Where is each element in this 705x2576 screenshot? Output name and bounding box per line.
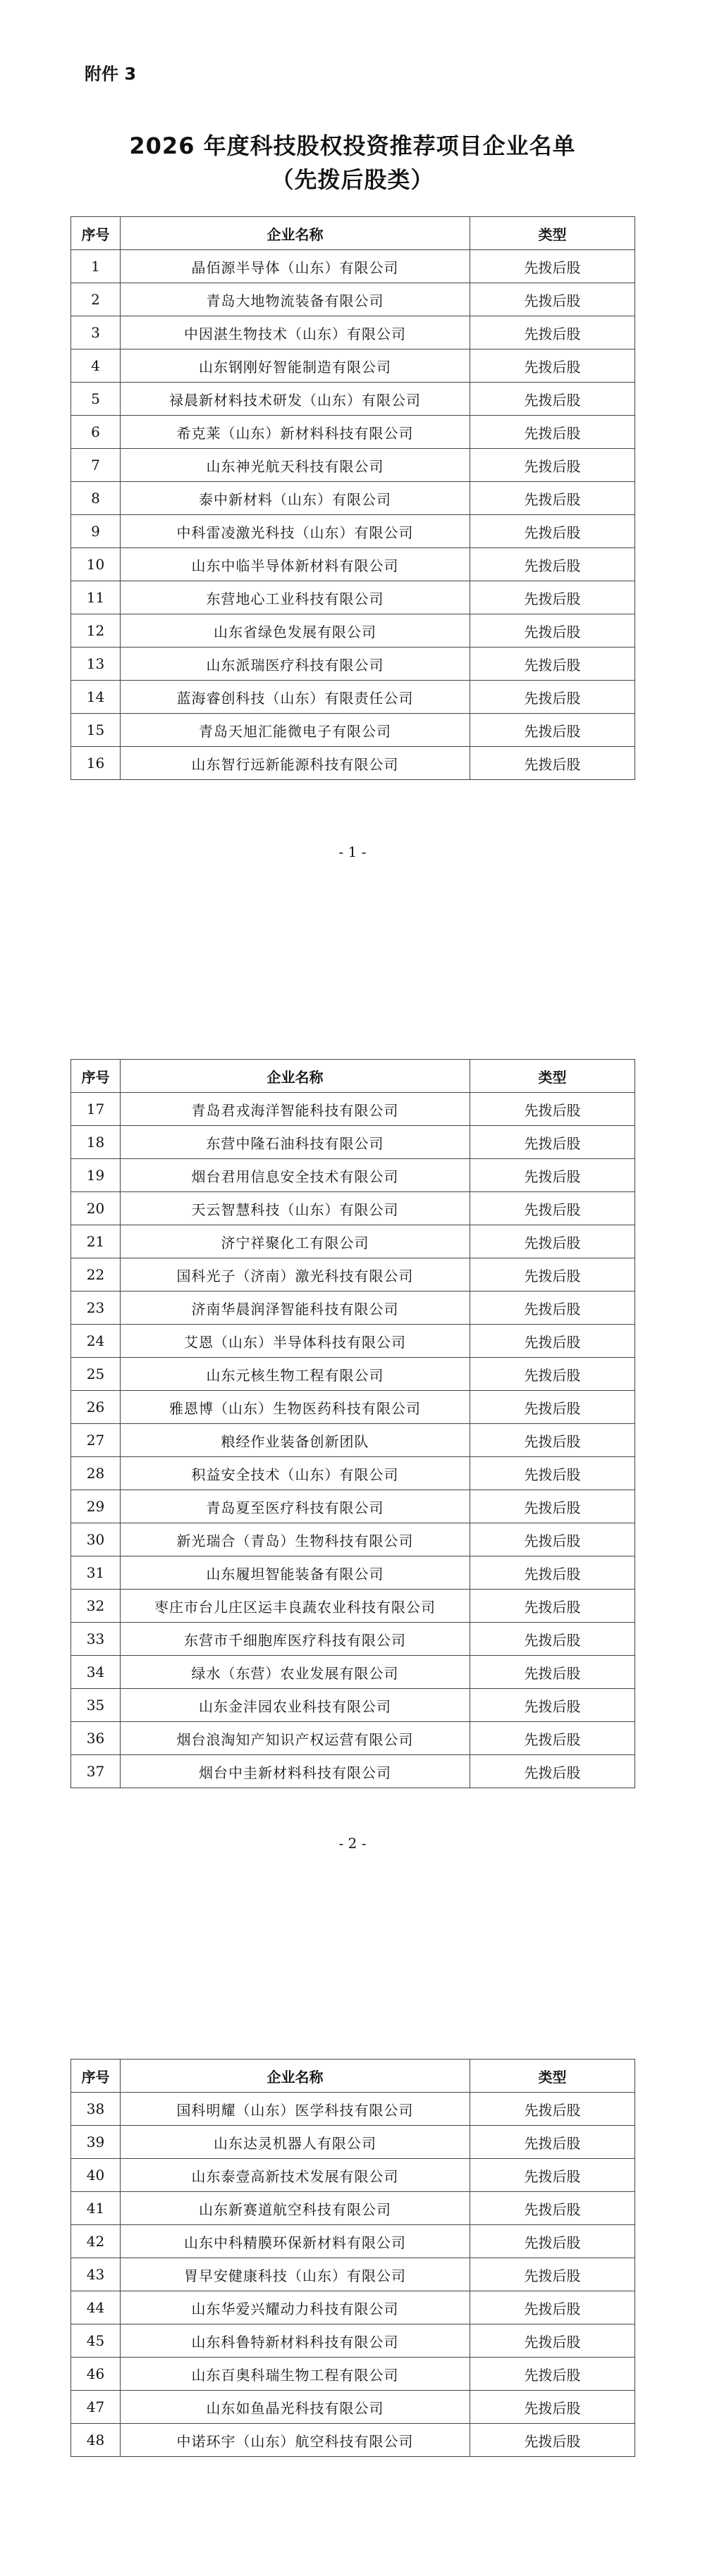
table-row — [71, 614, 635, 648]
table-row — [71, 482, 635, 515]
table-row — [71, 648, 635, 681]
header-no: 序号 — [71, 2060, 121, 2093]
row-number: 34 — [71, 1656, 121, 1689]
row-number: 30 — [71, 1523, 121, 1556]
company-type: 先拨后股 — [470, 714, 635, 747]
row-number: 8 — [71, 482, 121, 515]
company-name: 山东泰壹高新技术发展有限公司 — [121, 2159, 470, 2192]
company-name: 山东新赛道航空科技有限公司 — [121, 2192, 470, 2225]
company-type: 先拨后股 — [470, 1391, 635, 1424]
company-type: 先拨后股 — [470, 1590, 635, 1623]
row-number: 35 — [71, 1689, 121, 1722]
company-name: 新光瑞合（青岛）生物科技有限公司 — [121, 1523, 470, 1556]
table-row — [71, 548, 635, 581]
table-row — [71, 2424, 635, 2457]
company-type: 先拨后股 — [470, 2324, 635, 2358]
table-row — [71, 2391, 635, 2424]
header-name: 企业名称 — [121, 2060, 470, 2093]
company-type: 先拨后股 — [470, 648, 635, 681]
company-type: 先拨后股 — [470, 1523, 635, 1556]
table-row — [71, 1722, 635, 1755]
company-type: 先拨后股 — [470, 548, 635, 581]
row-number: 42 — [71, 2225, 121, 2258]
row-number: 44 — [71, 2291, 121, 2324]
row-number: 29 — [71, 1490, 121, 1523]
row-number: 15 — [71, 714, 121, 747]
header-no: 序号 — [71, 1060, 121, 1093]
row-number: 24 — [71, 1325, 121, 1358]
company-type: 先拨后股 — [470, 1192, 635, 1225]
row-number: 10 — [71, 548, 121, 581]
company-name: 山东中临半导体新材料有限公司 — [121, 548, 470, 581]
row-number: 6 — [71, 416, 121, 449]
table-row — [71, 1457, 635, 1490]
row-number: 36 — [71, 1722, 121, 1755]
table-row — [71, 2093, 635, 2126]
row-number: 1 — [71, 250, 121, 283]
table-row — [71, 2126, 635, 2159]
company-type: 先拨后股 — [470, 283, 635, 316]
company-name: 青岛夏至医疗科技有限公司 — [121, 1490, 470, 1523]
row-number: 16 — [71, 747, 121, 780]
table-row — [71, 2358, 635, 2391]
company-type: 先拨后股 — [470, 383, 635, 416]
company-name: 烟台中圭新材料科技有限公司 — [121, 1755, 470, 1788]
company-name: 山东如鱼晶光科技有限公司 — [121, 2391, 470, 2424]
company-type: 先拨后股 — [470, 1225, 635, 1258]
company-type: 先拨后股 — [470, 1159, 635, 1192]
company-type: 先拨后股 — [470, 2159, 635, 2192]
company-name: 山东科鲁特新材料科技有限公司 — [121, 2324, 470, 2358]
table-header-row — [71, 217, 635, 250]
company-type: 先拨后股 — [470, 1325, 635, 1358]
row-number: 13 — [71, 648, 121, 681]
company-type: 先拨后股 — [470, 581, 635, 614]
header-name: 企业名称 — [121, 1060, 470, 1093]
company-type: 先拨后股 — [470, 316, 635, 349]
row-number: 47 — [71, 2391, 121, 2424]
company-type: 先拨后股 — [470, 416, 635, 449]
company-type: 先拨后股 — [470, 2291, 635, 2324]
row-number: 45 — [71, 2324, 121, 2358]
company-type: 先拨后股 — [470, 449, 635, 482]
table-row — [71, 515, 635, 548]
header-type: 类型 — [470, 2060, 635, 2093]
company-name: 天云智慧科技（山东）有限公司 — [121, 1192, 470, 1225]
row-number: 14 — [71, 681, 121, 714]
company-name: 蓝海睿创科技（山东）有限责任公司 — [121, 681, 470, 714]
company-name: 山东中科精膜环保新材料有限公司 — [121, 2225, 470, 2258]
row-number: 3 — [71, 316, 121, 349]
header-name: 企业名称 — [121, 217, 470, 250]
company-type: 先拨后股 — [470, 1126, 635, 1159]
table-row — [71, 1590, 635, 1623]
table-row — [71, 1159, 635, 1192]
company-type: 先拨后股 — [470, 1490, 635, 1523]
table-row — [71, 1325, 635, 1358]
company-name: 胃早安健康科技（山东）有限公司 — [121, 2258, 470, 2291]
document-subtitle: （先拨后股类） — [271, 166, 434, 193]
table-row — [71, 349, 635, 383]
company-type: 先拨后股 — [470, 2424, 635, 2457]
company-name: 烟台浪淘知产知识产权运营有限公司 — [121, 1722, 470, 1755]
company-name: 山东百奥科瑞生物工程有限公司 — [121, 2358, 470, 2391]
row-number: 11 — [71, 581, 121, 614]
row-number: 46 — [71, 2358, 121, 2391]
company-name: 山东元核生物工程有限公司 — [121, 1358, 470, 1391]
company-type: 先拨后股 — [470, 2258, 635, 2291]
company-type: 先拨后股 — [470, 482, 635, 515]
company-name: 青岛君戎海洋智能科技有限公司 — [121, 1093, 470, 1126]
row-number: 25 — [71, 1358, 121, 1391]
company-name: 山东神光航天科技有限公司 — [121, 449, 470, 482]
table-row — [71, 2225, 635, 2258]
company-name: 积益安全技术（山东）有限公司 — [121, 1457, 470, 1490]
table-row — [71, 1126, 635, 1159]
company-type: 先拨后股 — [470, 1623, 635, 1656]
company-type: 先拨后股 — [470, 747, 635, 780]
company-name: 东营市千细胞库医疗科技有限公司 — [121, 1623, 470, 1656]
row-number: 21 — [71, 1225, 121, 1258]
row-number: 12 — [71, 614, 121, 648]
table-row — [71, 1391, 635, 1424]
company-type: 先拨后股 — [470, 2391, 635, 2424]
company-type: 先拨后股 — [470, 1556, 635, 1590]
company-name: 山东钢刚好智能制造有限公司 — [121, 349, 470, 383]
company-type: 先拨后股 — [470, 349, 635, 383]
company-type: 先拨后股 — [470, 2358, 635, 2391]
page-number-1: - 1 - — [338, 843, 367, 860]
row-number: 19 — [71, 1159, 121, 1192]
row-number: 48 — [71, 2424, 121, 2457]
header-no: 序号 — [71, 217, 121, 250]
document-title: 2026 年度科技股权投资推荐项目企业名单 — [129, 132, 576, 159]
company-name: 晶佰源半导体（山东）有限公司 — [121, 250, 470, 283]
company-name: 烟台君用信息安全技术有限公司 — [121, 1159, 470, 1192]
company-type: 先拨后股 — [470, 250, 635, 283]
row-number: 33 — [71, 1623, 121, 1656]
attachment-label: 附件 3 — [85, 64, 137, 84]
company-name: 希克莱（山东）新材料科技有限公司 — [121, 416, 470, 449]
company-type: 先拨后股 — [470, 1292, 635, 1325]
company-type: 先拨后股 — [470, 1689, 635, 1722]
company-name: 山东金沣园农业科技有限公司 — [121, 1689, 470, 1722]
row-number: 7 — [71, 449, 121, 482]
table-row — [71, 2291, 635, 2324]
table-row — [71, 1192, 635, 1225]
company-name: 雅恩博（山东）生物医药科技有限公司 — [121, 1391, 470, 1424]
row-number: 39 — [71, 2126, 121, 2159]
company-type: 先拨后股 — [470, 2093, 635, 2126]
row-number: 31 — [71, 1556, 121, 1590]
row-number: 40 — [71, 2159, 121, 2192]
table-row — [71, 2324, 635, 2358]
company-type: 先拨后股 — [470, 515, 635, 548]
company-name: 枣庄市台儿庄区运丰良蔬农业科技有限公司 — [121, 1590, 470, 1623]
company-table-page-2 — [70, 1059, 635, 1788]
row-number: 22 — [71, 1258, 121, 1292]
row-number: 5 — [71, 383, 121, 416]
row-number: 37 — [71, 1755, 121, 1788]
company-type: 先拨后股 — [470, 1258, 635, 1292]
company-type: 先拨后股 — [470, 2192, 635, 2225]
company-table-page-3 — [70, 2059, 635, 2457]
row-number: 18 — [71, 1126, 121, 1159]
table-row — [71, 383, 635, 416]
table-row — [71, 747, 635, 780]
row-number: 20 — [71, 1192, 121, 1225]
row-number: 32 — [71, 1590, 121, 1623]
table-row — [71, 449, 635, 482]
table-row — [71, 1093, 635, 1126]
row-number: 9 — [71, 515, 121, 548]
company-name: 中诺环宇（山东）航空科技有限公司 — [121, 2424, 470, 2457]
table-row — [71, 250, 635, 283]
table-row — [71, 2258, 635, 2291]
company-name: 青岛天旭汇能微电子有限公司 — [121, 714, 470, 747]
company-type: 先拨后股 — [470, 1093, 635, 1126]
company-name: 国科明耀（山东）医学科技有限公司 — [121, 2093, 470, 2126]
company-name: 粮经作业装备创新团队 — [121, 1424, 470, 1457]
table-row — [71, 1523, 635, 1556]
table-row — [71, 1292, 635, 1325]
table-row — [71, 581, 635, 614]
company-type: 先拨后股 — [470, 1424, 635, 1457]
table-row — [71, 1225, 635, 1258]
company-name: 国科光子（济南）激光科技有限公司 — [121, 1258, 470, 1292]
table-row — [71, 283, 635, 316]
company-name: 艾恩（山东）半导体科技有限公司 — [121, 1325, 470, 1358]
company-type: 先拨后股 — [470, 1457, 635, 1490]
company-name: 中因湛生物技术（山东）有限公司 — [121, 316, 470, 349]
table-header-row — [71, 2060, 635, 2093]
company-name: 山东省绿色发展有限公司 — [121, 614, 470, 648]
company-type: 先拨后股 — [470, 1656, 635, 1689]
company-name: 济宁祥聚化工有限公司 — [121, 1225, 470, 1258]
company-name: 东营地心工业科技有限公司 — [121, 581, 470, 614]
row-number: 2 — [71, 283, 121, 316]
company-name: 山东派瑞医疗科技有限公司 — [121, 648, 470, 681]
table-row — [71, 416, 635, 449]
company-name: 山东华爱兴耀动力科技有限公司 — [121, 2291, 470, 2324]
company-type: 先拨后股 — [470, 2225, 635, 2258]
table-row — [71, 681, 635, 714]
header-type: 类型 — [470, 217, 635, 250]
table-row — [71, 2192, 635, 2225]
company-name: 中科雷凌激光科技（山东）有限公司 — [121, 515, 470, 548]
company-type: 先拨后股 — [470, 614, 635, 648]
row-number: 41 — [71, 2192, 121, 2225]
table-row — [71, 1358, 635, 1391]
company-name: 泰中新材料（山东）有限公司 — [121, 482, 470, 515]
company-type: 先拨后股 — [470, 1722, 635, 1755]
table-header-row — [71, 1060, 635, 1093]
company-name: 山东履坦智能装备有限公司 — [121, 1556, 470, 1590]
company-type: 先拨后股 — [470, 1755, 635, 1788]
company-name: 山东智行远新能源科技有限公司 — [121, 747, 470, 780]
table-row — [71, 714, 635, 747]
table-row — [71, 1755, 635, 1788]
table-row — [71, 1258, 635, 1292]
row-number: 38 — [71, 2093, 121, 2126]
table-row — [71, 1556, 635, 1590]
table-row — [71, 1490, 635, 1523]
row-number: 4 — [71, 349, 121, 383]
table-row — [71, 1656, 635, 1689]
table-row — [71, 2159, 635, 2192]
company-type: 先拨后股 — [470, 681, 635, 714]
table-row — [71, 1689, 635, 1722]
table-row — [71, 316, 635, 349]
row-number: 23 — [71, 1292, 121, 1325]
page-number-2: - 2 - — [338, 1835, 367, 1852]
company-name: 东营中隆石油科技有限公司 — [121, 1126, 470, 1159]
header-type: 类型 — [470, 1060, 635, 1093]
company-name: 济南华晨润泽智能科技有限公司 — [121, 1292, 470, 1325]
company-type: 先拨后股 — [470, 1358, 635, 1391]
row-number: 27 — [71, 1424, 121, 1457]
company-name: 禄晨新材料技术研发（山东）有限公司 — [121, 383, 470, 416]
table-row — [71, 1623, 635, 1656]
company-name: 绿水（东营）农业发展有限公司 — [121, 1656, 470, 1689]
row-number: 26 — [71, 1391, 121, 1424]
company-type: 先拨后股 — [470, 2126, 635, 2159]
company-name: 青岛大地物流装备有限公司 — [121, 283, 470, 316]
row-number: 17 — [71, 1093, 121, 1126]
company-table-page-1 — [70, 216, 635, 780]
row-number: 43 — [71, 2258, 121, 2291]
table-row — [71, 1424, 635, 1457]
row-number: 28 — [71, 1457, 121, 1490]
company-name: 山东达灵机器人有限公司 — [121, 2126, 470, 2159]
